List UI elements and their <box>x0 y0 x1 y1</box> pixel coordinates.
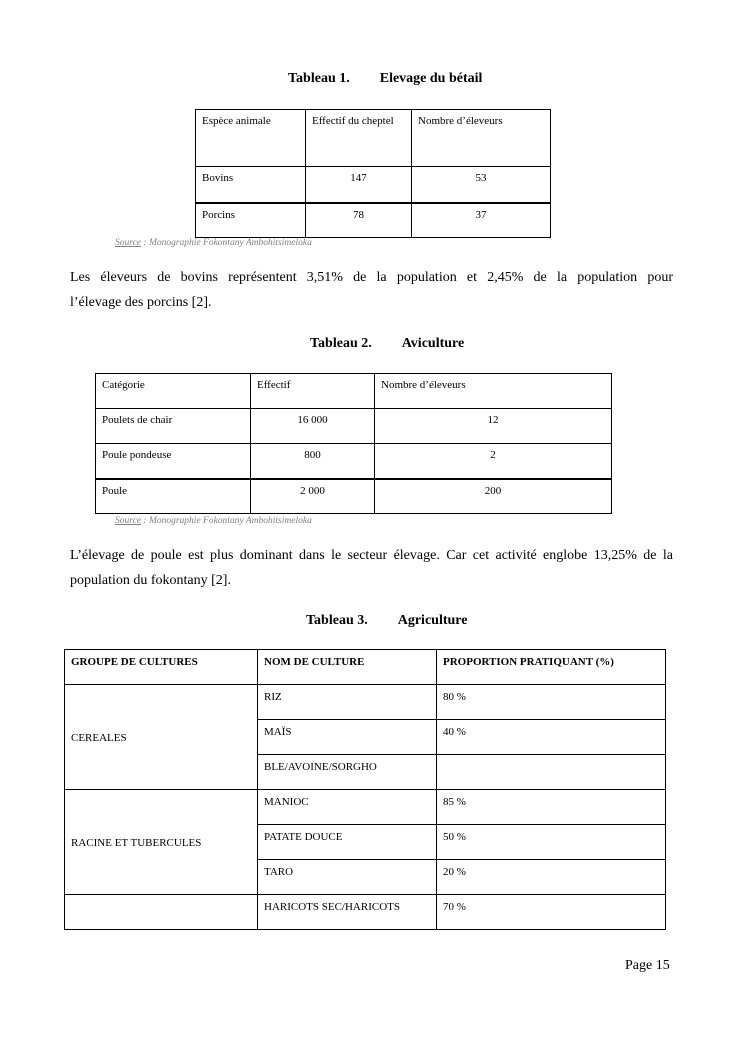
table1-header-cell: Nombre d’éleveurs <box>412 110 551 167</box>
culture-name-cell: TARO <box>258 860 437 895</box>
table3-header-row <box>65 650 666 685</box>
table3-caption-number: Tableau 3. <box>306 613 368 628</box>
paragraph-line: population du fokontany [2]. <box>70 573 231 588</box>
table-cell: 16 000 <box>251 409 375 444</box>
table1-header-cell: Espèce animale <box>196 110 306 167</box>
table-cell: 37 <box>412 203 551 238</box>
table-cell: Poule <box>96 479 251 514</box>
culture-name-cell: PATATE DOUCE <box>258 825 437 860</box>
table3-agriculture <box>64 649 666 930</box>
table2-caption-number: Tableau 2. <box>310 336 372 351</box>
paragraph-line: Les éleveurs de bovins représentent 3,51% de la population et 2,45% de la population pour <box>70 270 673 285</box>
table1-caption-title: Elevage du bétail <box>379 71 483 86</box>
table-cell: 200 <box>375 479 612 514</box>
table-row <box>96 444 612 479</box>
table-row <box>65 685 666 720</box>
table2-aviculture <box>95 373 612 514</box>
table1-header-cell: Effectif du cheptel <box>306 110 412 167</box>
table3-caption-title: Agriculture <box>397 613 468 628</box>
table-cell: 800 <box>251 444 375 479</box>
table1-caption <box>288 71 482 87</box>
table-cell: 53 <box>412 167 551 203</box>
paragraph-line: l’élevage des porcins [2]. <box>70 295 212 310</box>
table-cell: Bovins <box>196 167 306 203</box>
culture-name-cell: MAÏS <box>258 720 437 755</box>
culture-proportion-cell: 85 % <box>437 790 666 825</box>
table1-caption-number: Tableau 1. <box>288 71 350 86</box>
culture-proportion-cell <box>437 755 666 790</box>
source-text: : Monographie Fokontany Ambohitsimeloka <box>141 238 312 248</box>
source-text: : Monographie Fokontany Ambohitsimeloka <box>141 516 312 526</box>
culture-name-cell: BLE/AVOINE/SORGHO <box>258 755 437 790</box>
table2-caption <box>310 336 464 352</box>
table-row <box>196 203 551 238</box>
table1-source <box>115 238 312 248</box>
table-cell: 78 <box>306 203 412 238</box>
culture-proportion-cell: 70 % <box>437 895 666 930</box>
table-row <box>196 167 551 203</box>
table2-header-cell: Nombre d’éleveurs <box>375 374 612 409</box>
table1-header-row <box>196 110 551 167</box>
culture-group-cell <box>65 895 258 930</box>
paragraph-2 <box>70 543 673 593</box>
culture-proportion-cell: 40 % <box>437 720 666 755</box>
table2-header-cell: Catégorie <box>96 374 251 409</box>
page-number: Page 15 <box>625 958 670 973</box>
table2-caption-title: Aviculture <box>401 336 465 351</box>
table-cell: 2 000 <box>251 479 375 514</box>
culture-name-cell: HARICOTS SEC/HARICOTS <box>258 895 437 930</box>
culture-group-cell: RACINE ET TUBERCULES <box>65 790 258 895</box>
table3-caption <box>306 613 467 629</box>
table2-header-cell: Effectif <box>251 374 375 409</box>
table-row <box>65 790 666 825</box>
paragraph-line: L’élevage de poule est plus dominant dans le secteur élevage. Car cet activité englobe 13,25% de la <box>70 548 673 563</box>
culture-group-cell: CEREALES <box>65 685 258 790</box>
source-label: Source <box>115 516 142 526</box>
culture-proportion-cell: 20 % <box>437 860 666 895</box>
table-cell: Porcins <box>196 203 306 238</box>
table-cell: 2 <box>375 444 612 479</box>
paragraph-1 <box>70 265 673 315</box>
culture-proportion-cell: 80 % <box>437 685 666 720</box>
table-row <box>96 479 612 514</box>
table-cell: Poule pondeuse <box>96 444 251 479</box>
culture-proportion-cell: 50 % <box>437 825 666 860</box>
table2-header-row <box>96 374 612 409</box>
table-cell: 12 <box>375 409 612 444</box>
source-label: Source <box>115 238 142 248</box>
table3-header-cell: PROPORTION PRATIQUANT (%) <box>437 650 666 685</box>
table2-source <box>115 516 312 526</box>
culture-name-cell: MANIOC <box>258 790 437 825</box>
table1-betail <box>195 109 551 238</box>
table-row <box>65 895 666 930</box>
culture-name-cell: RIZ <box>258 685 437 720</box>
table3-header-cell: NOM DE CULTURE <box>258 650 437 685</box>
table3-header-cell: GROUPE DE CULTURES <box>65 650 258 685</box>
table-cell: Poulets de chair <box>96 409 251 444</box>
table-row <box>96 409 612 444</box>
table-cell: 147 <box>306 167 412 203</box>
